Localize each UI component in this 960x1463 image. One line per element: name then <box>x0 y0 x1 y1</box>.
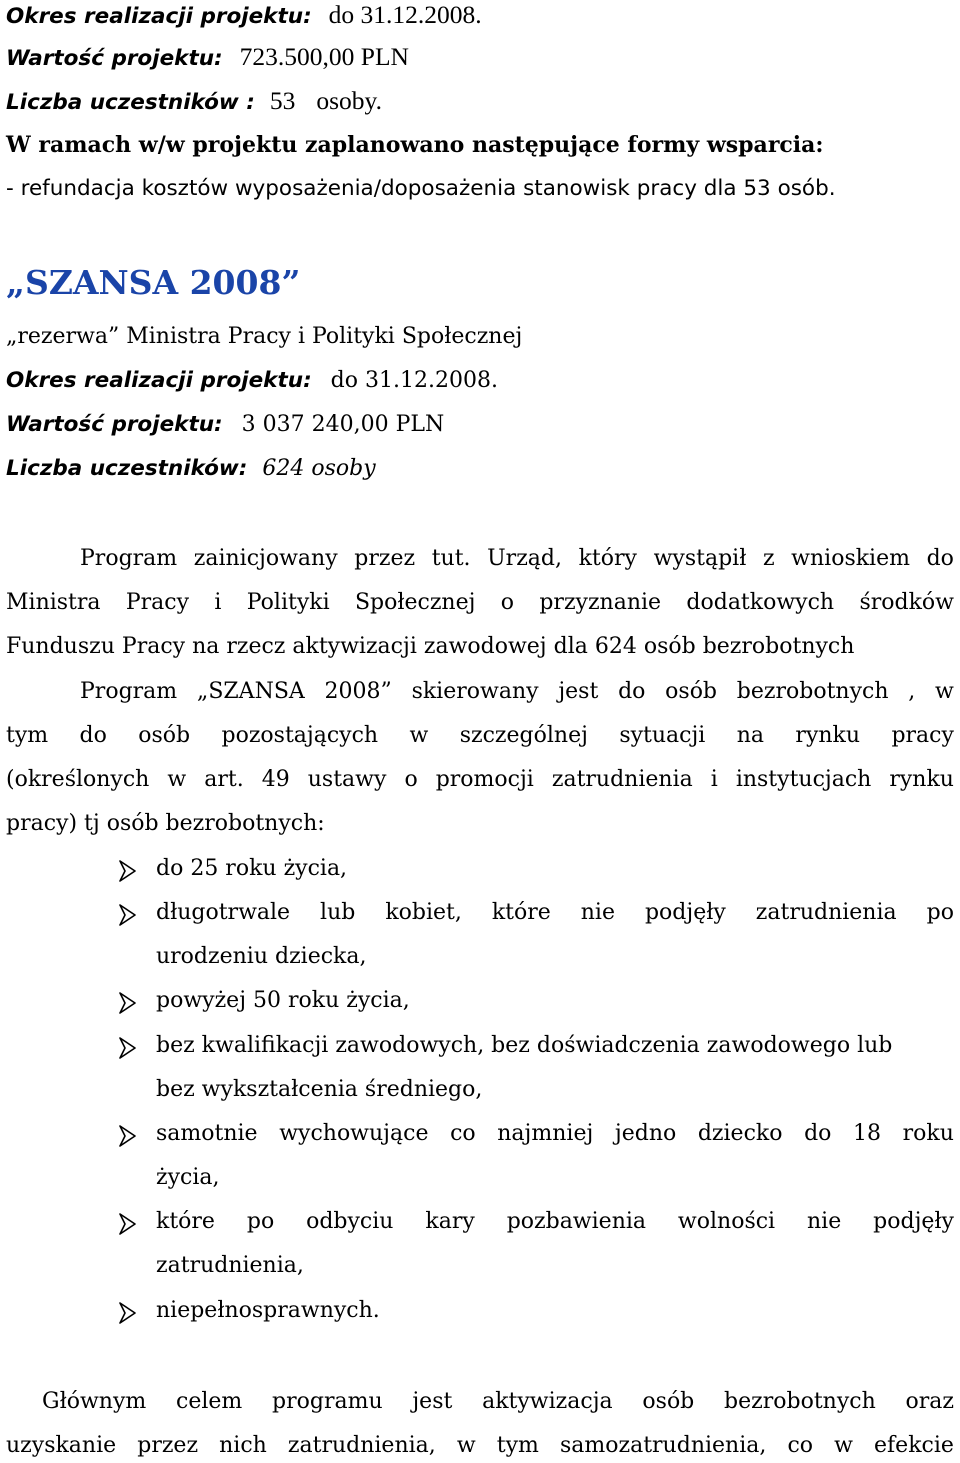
project1-period-label: Okres realizacji projektu: <box>6 4 312 29</box>
project2-subtitle: „rezerwa” Ministra Pracy i Polityki Społecznej <box>6 324 523 349</box>
word: dziecko <box>697 1121 783 1146</box>
word: lub <box>320 900 356 925</box>
word: Program <box>80 546 178 571</box>
word: które <box>156 1209 215 1234</box>
project1-participants-label: Liczba uczestników : <box>6 90 255 115</box>
word: przez <box>137 1433 199 1458</box>
word: osób <box>665 679 718 704</box>
word: nie <box>580 900 615 925</box>
word: o <box>500 590 515 615</box>
arrowhead-bullet-icon <box>118 902 138 928</box>
word: pozostających <box>221 723 379 748</box>
paragraph2-line4: pracy) tj osób bezrobotnych: <box>6 811 325 836</box>
word: w <box>409 723 429 748</box>
word: Polityki <box>246 590 330 615</box>
word: Urząd, <box>487 546 562 571</box>
word: do <box>618 679 646 704</box>
word: pracy <box>891 723 954 748</box>
word: odbyciu <box>306 1209 394 1234</box>
word: przyznanie <box>539 590 662 615</box>
paragraph1-line1 <box>80 544 954 574</box>
word: wnioskiem <box>791 546 910 571</box>
arrowhead-bullet-icon <box>118 1035 138 1061</box>
word: osób <box>642 1389 695 1414</box>
list-item-continuation: życia, <box>156 1165 220 1190</box>
word: rynku <box>795 723 861 748</box>
arrowhead-bullet-icon <box>118 1300 138 1326</box>
project1-support-item: - refundacja kosztów wyposażenia/doposażenia stanowisk pracy dla 53 osób. <box>6 176 836 201</box>
list-item: bez kwalifikacji zawodowych, bez doświadczenia zawodowego lub <box>156 1033 893 1058</box>
paragraph3-line2 <box>6 1431 954 1461</box>
word: , <box>908 679 916 704</box>
project1-value-row <box>6 42 954 74</box>
word: do <box>926 546 954 571</box>
word: samozatrudnienia, <box>559 1433 767 1458</box>
word: zatrudnienia <box>551 767 693 792</box>
word: i <box>710 767 718 792</box>
project1-support-heading: W ramach w/w projektu zaplanowano następujące formy wsparcia: <box>6 132 824 158</box>
list-item <box>156 898 954 928</box>
project2-participants-row <box>6 454 954 484</box>
word: Program <box>80 679 178 704</box>
project2-period-value: do 31.12.2008. <box>330 368 498 393</box>
word: który <box>578 546 637 571</box>
list-item: niepełnosprawnych. <box>156 1298 380 1323</box>
word: 18 <box>853 1121 882 1146</box>
word: bezrobotnych <box>724 1389 876 1414</box>
word: celem <box>176 1389 243 1414</box>
arrowhead-bullet-icon <box>118 990 138 1016</box>
word: wystąpił <box>653 546 747 571</box>
word: szczególnej <box>459 723 588 748</box>
word: Pracy <box>125 590 190 615</box>
word: oraz <box>905 1389 954 1414</box>
list-item: do 25 roku życia, <box>156 856 348 881</box>
word: o <box>404 767 418 792</box>
word: zatrudnienia <box>755 900 897 925</box>
word: zatrudnienia, <box>287 1433 436 1458</box>
paragraph2-line3 <box>6 765 954 795</box>
list-item-continuation: bez wykształcenia średniego, <box>156 1077 483 1102</box>
word: najmniej <box>497 1121 594 1146</box>
word: podjęły <box>873 1209 954 1234</box>
word: na <box>736 723 765 748</box>
word: wychowujące <box>279 1121 429 1146</box>
word: i <box>214 590 222 615</box>
word: przez <box>354 546 416 571</box>
word: osób <box>138 723 191 748</box>
project2-period-row <box>6 366 954 396</box>
word: do <box>79 723 107 748</box>
arrowhead-bullet-icon <box>118 858 138 884</box>
project1-participants-value: 53 <box>269 86 296 115</box>
project2-value-row <box>6 410 954 440</box>
word: kobiet, <box>385 900 462 925</box>
list-item-continuation: urodzeniu dziecka, <box>156 944 367 969</box>
word: rynku <box>889 767 954 792</box>
project2-title: „SZANSA 2008” <box>6 263 301 302</box>
word: aktywizacja <box>482 1389 613 1414</box>
word: tym <box>6 723 49 748</box>
word: do <box>804 1121 832 1146</box>
word: Głównym <box>42 1389 147 1414</box>
word: Ministra <box>6 590 101 615</box>
word: „SZANSA <box>196 679 305 704</box>
word: tym <box>496 1433 539 1458</box>
word: co <box>787 1433 814 1458</box>
word: środków <box>859 590 954 615</box>
word: które <box>491 900 551 925</box>
word: art. <box>204 767 244 792</box>
project1-period-value: do 31.12.2008. <box>328 0 482 29</box>
word: 49 <box>261 767 290 792</box>
word: kary <box>425 1209 475 1234</box>
arrowhead-bullet-icon <box>118 1211 138 1237</box>
word: jedno <box>614 1121 677 1146</box>
list-item <box>156 1119 954 1149</box>
word: nich <box>219 1433 267 1458</box>
word: dodatkowych <box>686 590 835 615</box>
project1-value-value: 723.500,00 PLN <box>239 42 409 71</box>
word: długotrwale <box>156 900 291 925</box>
project2-value-value: 3 037 240,00 PLN <box>241 412 445 437</box>
project1-value-label: Wartość projektu: <box>6 46 223 71</box>
word: podjęły <box>644 900 726 925</box>
word: roku <box>902 1121 954 1146</box>
word: tut. <box>431 546 471 571</box>
word: efekcie <box>874 1433 954 1458</box>
list-item: powyżej 50 roku życia, <box>156 988 410 1013</box>
word: skierowany <box>411 679 539 704</box>
word: jest <box>558 679 599 704</box>
list-item <box>156 1207 954 1237</box>
project2-period-label: Okres realizacji projektu: <box>6 368 312 393</box>
word: po <box>926 900 954 925</box>
word: zainicjowany <box>193 546 338 571</box>
project2-participants-label: Liczba uczestników: <box>6 456 248 481</box>
word: instytucjach <box>735 767 872 792</box>
paragraph1-line2 <box>6 588 954 618</box>
project2-value-label: Wartość projektu: <box>6 412 223 437</box>
word: samotnie <box>156 1121 258 1146</box>
paragraph2-line1 <box>80 677 954 707</box>
project2-participants-value: 624 osoby <box>262 456 376 481</box>
word: sytuacji <box>619 723 706 748</box>
paragraph3-line1 <box>42 1387 954 1417</box>
word: w <box>456 1433 476 1458</box>
word: Społecznej <box>354 590 476 615</box>
word: ustawy <box>307 767 387 792</box>
word: promocji <box>435 767 534 792</box>
list-item-continuation: zatrudnienia, <box>156 1253 304 1278</box>
word: bezrobotnych <box>736 679 889 704</box>
word: w <box>167 767 187 792</box>
arrowhead-bullet-icon <box>118 1123 138 1149</box>
project1-participants-row <box>6 86 954 118</box>
word: po <box>246 1209 275 1234</box>
word: wolności <box>677 1209 776 1234</box>
project1-participants-unit: osoby. <box>316 86 383 115</box>
word: uzyskanie <box>6 1433 117 1458</box>
word: (określonych <box>6 767 150 792</box>
word: jest <box>412 1389 453 1414</box>
word: w <box>834 1433 853 1458</box>
word: pozbawienia <box>506 1209 647 1234</box>
word: co <box>450 1121 476 1146</box>
word: programu <box>272 1389 383 1414</box>
paragraph1-line3: Funduszu Pracy na rzecz aktywizacji zawodowej dla 624 osób bezrobotnych <box>6 634 855 659</box>
word: w <box>935 679 954 704</box>
word: nie <box>807 1209 842 1234</box>
word: z <box>762 546 775 571</box>
word: 2008” <box>324 679 392 704</box>
project1-period-row <box>6 0 954 32</box>
paragraph2-line2 <box>6 721 954 751</box>
